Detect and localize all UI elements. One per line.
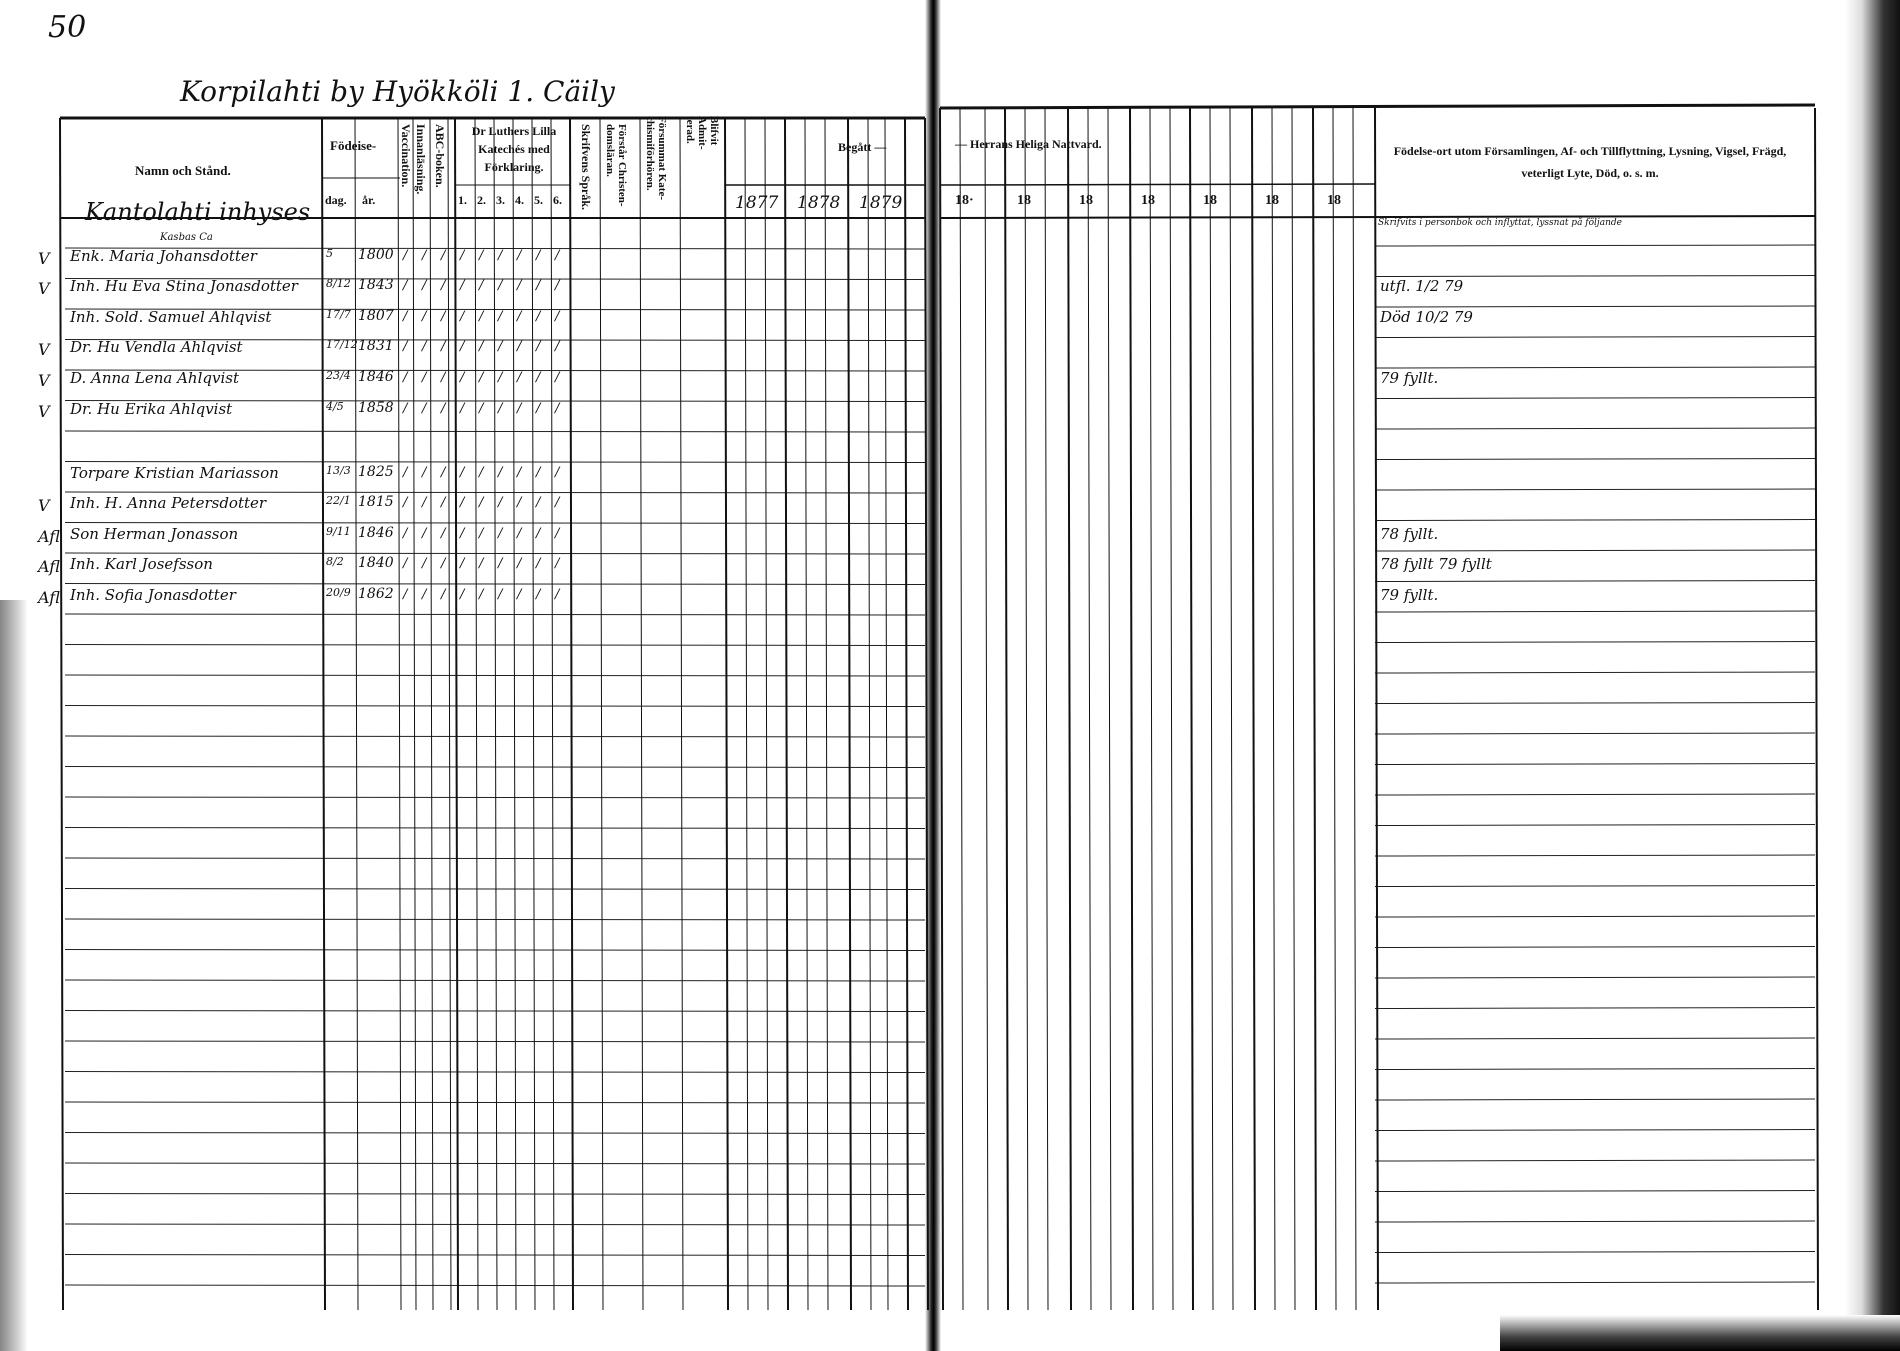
catechism-tick: /	[441, 587, 446, 602]
catechism-tick: /	[498, 526, 503, 541]
column-ruling	[322, 118, 325, 1310]
column-ruling	[745, 118, 748, 1310]
row-ruling	[65, 919, 925, 920]
row-ruling	[65, 736, 925, 737]
column-ruling	[1210, 108, 1213, 1310]
birth-year: 1862	[358, 586, 394, 602]
birth-day: 22/1	[326, 494, 351, 507]
year-label: 18·	[955, 193, 974, 208]
catechism-tick: /	[441, 465, 446, 480]
catechism-tick: /	[460, 309, 465, 324]
person-name: Inh. Sold. Samuel Ahlqvist	[70, 308, 272, 326]
year-label: 18	[1141, 193, 1155, 208]
catechism-tick: /	[460, 465, 465, 480]
row-ruling	[1375, 855, 1815, 856]
column-ruling	[725, 118, 728, 1310]
row-ruling	[1375, 459, 1815, 460]
birth-year: 1825	[358, 464, 394, 480]
row-ruling	[1375, 1221, 1815, 1222]
catechism-tick: /	[479, 465, 484, 480]
birth-day: 23/4	[326, 369, 351, 382]
column-ruling	[551, 118, 554, 1310]
row-ruling	[1375, 1191, 1815, 1192]
row-ruling	[1375, 337, 1815, 338]
catechism-tick: /	[441, 309, 446, 324]
catechism-tick: /	[498, 370, 503, 385]
row-remark: 78 fyllt.	[1380, 525, 1439, 543]
row-ruling	[1375, 794, 1815, 795]
row-remark: 79 fyllt.	[1380, 586, 1439, 604]
catechism-tick: /	[498, 309, 503, 324]
row-mark: V	[38, 249, 50, 268]
catechism-tick: /	[536, 401, 541, 416]
catechism-tick: /	[460, 526, 465, 541]
row-ruling	[65, 980, 925, 981]
column-ruling	[513, 118, 516, 1310]
column-ruling	[570, 118, 573, 1310]
row-ruling	[65, 950, 925, 951]
column-ruling	[1375, 108, 1378, 1310]
column-ruling	[475, 118, 478, 1310]
column-ruling	[1272, 108, 1275, 1310]
column-ruling	[1230, 108, 1233, 1310]
catechism-tick: /	[403, 401, 408, 416]
header-fodelse: Födeise-	[330, 138, 377, 153]
column-ruling	[848, 118, 851, 1310]
catechism-tick: /	[517, 526, 522, 541]
catechism-tick: /	[460, 339, 465, 354]
row-ruling	[1375, 367, 1815, 368]
catechism-tick: /	[403, 526, 408, 541]
person-name: Inh. Hu Eva Stina Jonasdotter	[70, 277, 298, 295]
person-name: D. Anna Lena Ahlqvist	[70, 369, 239, 387]
catechism-tick: /	[517, 278, 522, 293]
birth-year: 1815	[358, 494, 394, 510]
column-ruling	[940, 108, 943, 1310]
catechism-tick: /	[555, 526, 560, 541]
row-ruling	[1375, 1282, 1815, 1283]
person-name: Dr. Hu Erika Ahlqvist	[70, 400, 233, 418]
catechism-tick: /	[555, 248, 560, 263]
row-ruling	[1375, 520, 1815, 521]
catechism-tick: /	[403, 248, 408, 263]
catechism-tick: /	[403, 339, 408, 354]
birth-day: 17/12	[326, 338, 358, 351]
header-name-column: Namn och Stånd.	[135, 163, 231, 178]
row-ruling	[1375, 398, 1815, 399]
row-ruling	[65, 858, 925, 859]
header-remarks: Födelse-ort utom Församlingen, Af- och Tillflyttning, Lysning, Vigsel, Frägd, veterligt Lyte, Död, o. s. m.	[1393, 144, 1787, 180]
birth-year: 1807	[358, 308, 394, 324]
catechism-tick: /	[422, 526, 427, 541]
column-ruling	[413, 118, 416, 1310]
luther-number: 5.	[534, 193, 543, 207]
header-innanlasning: Innanläsning.	[414, 124, 428, 195]
catechism-tick: /	[517, 370, 522, 385]
column-ruling	[640, 118, 643, 1310]
column-ruling	[455, 118, 458, 1310]
row-ruling	[1375, 306, 1815, 307]
remarks-first-line: Skrifvits i personbok och inflyttat, lyssnat på följande	[1378, 218, 1622, 228]
column-ruling	[905, 118, 908, 1310]
catechism-tick: /	[479, 309, 484, 324]
row-mark: V	[38, 279, 50, 298]
row-ruling	[65, 828, 925, 829]
row-ruling	[65, 767, 925, 768]
row-mark: Afl	[38, 557, 60, 576]
row-mark: V	[38, 496, 50, 515]
row-ruling	[65, 1072, 925, 1073]
catechism-tick: /	[555, 587, 560, 602]
row-ruling	[1375, 825, 1815, 826]
row-ruling	[1375, 733, 1815, 734]
column-ruling	[1150, 108, 1153, 1310]
catechism-tick: /	[555, 495, 560, 510]
row-ruling	[1375, 1008, 1815, 1009]
catechism-tick: /	[441, 526, 446, 541]
row-ruling	[65, 1194, 925, 1195]
birth-year: 1846	[358, 369, 394, 385]
catechism-tick: /	[555, 465, 560, 480]
village-heading: Korpilahti by Hyökköli 1. Cäily	[180, 75, 615, 108]
year-label: 18	[1265, 193, 1279, 208]
catechism-tick: /	[555, 401, 560, 416]
row-mark: Afl	[38, 588, 60, 607]
row-mark: V	[38, 371, 50, 390]
row-remark: 79 fyllt.	[1380, 369, 1439, 387]
catechism-tick: /	[498, 495, 503, 510]
catechism-tick: /	[517, 465, 522, 480]
page-number: 50	[48, 10, 87, 45]
catechism-tick: /	[555, 556, 560, 571]
column-ruling	[925, 118, 928, 1310]
birth-year: 1831	[358, 338, 394, 354]
catechism-tick: /	[422, 495, 427, 510]
birth-day: 9/11	[326, 525, 351, 538]
birth-day: 17/7	[326, 308, 351, 321]
row-remark: Död 10/2 79	[1380, 308, 1473, 326]
row-ruling	[1375, 764, 1815, 765]
year-label: 1879	[859, 193, 903, 213]
catechism-tick: /	[555, 370, 560, 385]
catechism-tick: /	[422, 556, 427, 571]
row-ruling	[65, 1011, 925, 1012]
catechism-tick: /	[441, 248, 446, 263]
person-name: Dr. Hu Vendla Ahlqvist	[70, 338, 243, 356]
birth-day: 20/9	[326, 586, 351, 599]
column-ruling	[985, 108, 988, 1310]
catechism-tick: /	[403, 556, 408, 571]
catechism-tick: /	[460, 248, 465, 263]
catechism-tick: /	[479, 526, 484, 541]
catechism-tick: /	[460, 401, 465, 416]
column-ruling	[1313, 108, 1316, 1310]
luther-number: 2.	[477, 193, 486, 207]
row-ruling	[1375, 642, 1815, 643]
row-ruling	[65, 1102, 925, 1103]
catechism-tick: /	[517, 339, 522, 354]
catechism-tick: /	[536, 309, 541, 324]
row-ruling	[1375, 581, 1815, 582]
luther-number: 1.	[458, 193, 467, 207]
catechism-tick: /	[460, 278, 465, 293]
catechism-tick: /	[536, 370, 541, 385]
catechism-tick: /	[536, 339, 541, 354]
row-ruling	[1375, 886, 1815, 887]
column-ruling	[1353, 108, 1356, 1310]
catechism-tick: /	[460, 495, 465, 510]
catechism-tick: /	[422, 339, 427, 354]
person-name: Enk. Maria Johansdotter	[70, 247, 257, 265]
luther-number: 3.	[496, 193, 505, 207]
birth-day: 8/12	[326, 277, 351, 290]
column-ruling	[885, 118, 888, 1310]
catechism-tick: /	[403, 278, 408, 293]
row-ruling	[1375, 977, 1815, 978]
catechism-tick: /	[536, 556, 541, 571]
catechism-tick: /	[498, 587, 503, 602]
luther-number: 4.	[515, 193, 524, 207]
catechism-tick: /	[460, 370, 465, 385]
row-ruling	[1375, 1099, 1815, 1100]
catechism-tick: /	[422, 401, 427, 416]
column-ruling	[1252, 108, 1255, 1310]
birth-year: 1800	[358, 247, 394, 263]
catechism-tick: /	[479, 556, 484, 571]
catechism-tick: /	[422, 278, 427, 293]
catechism-tick: /	[555, 339, 560, 354]
column-ruling	[1170, 108, 1173, 1310]
column-ruling	[805, 118, 808, 1310]
catechism-tick: /	[479, 278, 484, 293]
header-vaccination: Vaccination.	[399, 124, 413, 188]
catechism-tick: /	[460, 587, 465, 602]
catechism-tick: /	[536, 465, 541, 480]
row-remark: 78 fyllt 79 fyllt	[1380, 555, 1492, 573]
row-ruling	[1375, 550, 1815, 551]
row-ruling	[1375, 428, 1815, 429]
birth-year: 1843	[358, 277, 394, 293]
catechism-tick: /	[479, 248, 484, 263]
row-ruling	[1375, 1130, 1815, 1131]
header-abc: ABC-boken.	[433, 124, 447, 188]
header-dag: dag.	[325, 193, 347, 207]
year-label: 18	[1203, 193, 1217, 208]
column-ruling	[1045, 108, 1048, 1310]
catechism-tick: /	[422, 309, 427, 324]
catechism-tick: /	[441, 339, 446, 354]
person-name: Inh. Karl Josefsson	[70, 555, 213, 573]
column-ruling	[1190, 108, 1193, 1310]
column-ruling	[1292, 108, 1295, 1310]
header-blifvit: Blifvit Admit- terad.	[684, 116, 720, 150]
year-label: 1878	[797, 193, 841, 213]
column-ruling	[960, 108, 963, 1310]
row-mark: Afl	[38, 527, 60, 546]
catechism-tick: /	[536, 278, 541, 293]
row-ruling	[1375, 947, 1815, 948]
catechism-tick: /	[422, 465, 427, 480]
farm-name: Kantolahti inhyses	[85, 198, 311, 226]
row-ruling	[65, 1041, 925, 1042]
birth-year: 1846	[358, 525, 394, 541]
column-ruling	[680, 118, 683, 1310]
catechism-tick: /	[403, 465, 408, 480]
row-ruling	[65, 889, 925, 890]
column-ruling	[398, 118, 401, 1310]
catechism-tick: /	[517, 495, 522, 510]
header-forstar: Förstår Christen- domsläran.	[604, 124, 628, 207]
birth-day: 5	[326, 247, 333, 260]
header-luther: Dr Luthers Lilla Katechés med Förklaring.	[471, 124, 557, 174]
column-ruling	[825, 118, 828, 1310]
row-mark: V	[38, 402, 50, 421]
catechism-tick: /	[403, 370, 408, 385]
column-ruling	[1333, 108, 1336, 1310]
column-ruling	[60, 118, 63, 1310]
catechism-tick: /	[517, 248, 522, 263]
catechism-tick: /	[536, 248, 541, 263]
catechism-tick: /	[441, 556, 446, 571]
catechism-tick: /	[498, 248, 503, 263]
catechism-tick: /	[479, 587, 484, 602]
row-ruling	[65, 1224, 925, 1225]
catechism-tick: /	[479, 495, 484, 510]
catechism-tick: /	[441, 401, 446, 416]
catechism-tick: /	[422, 370, 427, 385]
birth-day: 4/5	[326, 400, 344, 413]
luther-number: 6.	[553, 193, 562, 207]
person-name: Inh. Sofia Jonasdotter	[70, 586, 236, 604]
catechism-tick: /	[555, 278, 560, 293]
catechism-tick: /	[536, 526, 541, 541]
catechism-tick: /	[441, 370, 446, 385]
catechism-tick: /	[422, 587, 427, 602]
catechism-tick: /	[441, 278, 446, 293]
header-skrifvens: Skrifvens Språk.	[579, 124, 593, 211]
row-ruling	[1375, 245, 1815, 246]
birth-year: 1840	[358, 555, 394, 571]
row-ruling	[1375, 1160, 1815, 1161]
column-ruling	[1005, 108, 1008, 1310]
catechism-tick: /	[479, 370, 484, 385]
catechism-tick: /	[498, 339, 503, 354]
column-ruling	[785, 118, 788, 1310]
row-ruling	[65, 1133, 925, 1134]
person-name: Torpare Kristian Mariasson	[70, 464, 279, 482]
birth-day: 8/2	[326, 555, 344, 568]
year-label: 18	[1079, 193, 1093, 208]
column-ruling	[1025, 108, 1028, 1310]
birth-day: 13/3	[326, 464, 351, 477]
year-label: 18	[1327, 193, 1341, 208]
catechism-tick: /	[498, 465, 503, 480]
catechism-tick: /	[498, 401, 503, 416]
column-ruling	[494, 118, 497, 1310]
column-ruling	[355, 118, 358, 1310]
catechism-tick: /	[479, 339, 484, 354]
row-ruling	[1375, 1038, 1815, 1039]
row-ruling	[1375, 489, 1815, 490]
row-ruling	[65, 797, 925, 798]
column-ruling	[430, 118, 433, 1310]
first-row-note: Kasbas Ca	[160, 232, 213, 243]
catechism-tick: /	[498, 556, 503, 571]
catechism-tick: /	[517, 309, 522, 324]
catechism-tick: /	[536, 495, 541, 510]
row-remark: utfl. 1/2 79	[1380, 277, 1464, 295]
catechism-tick: /	[403, 309, 408, 324]
year-label: 1877	[735, 193, 779, 213]
column-ruling	[1108, 108, 1111, 1310]
catechism-tick: /	[479, 401, 484, 416]
person-name: Inh. H. Anna Petersdotter	[70, 494, 267, 512]
catechism-tick: /	[517, 556, 522, 571]
catechism-tick: /	[460, 556, 465, 571]
column-ruling	[532, 118, 535, 1310]
row-ruling	[65, 1285, 925, 1286]
column-ruling	[765, 118, 768, 1310]
column-ruling	[600, 118, 603, 1310]
catechism-tick: /	[536, 587, 541, 602]
row-ruling	[65, 1163, 925, 1164]
header-ar: år.	[362, 193, 376, 207]
catechism-tick: /	[403, 587, 408, 602]
header-forsummat: Försummat Kate- chismiförhören.	[644, 116, 668, 201]
column-ruling	[1088, 108, 1091, 1310]
row-ruling	[1375, 703, 1815, 704]
header-nattvard: — Herrans Heliga Nattvard.	[955, 137, 1102, 151]
catechism-tick: /	[498, 278, 503, 293]
row-ruling	[1375, 916, 1815, 917]
year-label: 18	[1017, 193, 1031, 208]
column-ruling	[1815, 108, 1818, 1310]
catechism-tick: /	[517, 587, 522, 602]
person-name: Son Herman Jonasson	[70, 525, 239, 543]
row-ruling	[65, 1255, 925, 1256]
row-ruling	[1375, 672, 1815, 673]
column-ruling	[448, 118, 451, 1310]
header-begatt: Begått —	[838, 140, 887, 154]
birth-year: 1858	[358, 400, 394, 416]
column-ruling	[868, 118, 871, 1310]
column-ruling	[1130, 108, 1133, 1310]
row-ruling	[1375, 1069, 1815, 1070]
catechism-tick: /	[422, 248, 427, 263]
row-ruling	[1375, 1252, 1815, 1253]
catechism-tick: /	[517, 401, 522, 416]
row-mark: V	[38, 340, 50, 359]
column-ruling	[1068, 108, 1071, 1310]
row-ruling	[1375, 611, 1815, 612]
catechism-tick: /	[555, 309, 560, 324]
catechism-tick: /	[441, 495, 446, 510]
catechism-tick: /	[403, 495, 408, 510]
